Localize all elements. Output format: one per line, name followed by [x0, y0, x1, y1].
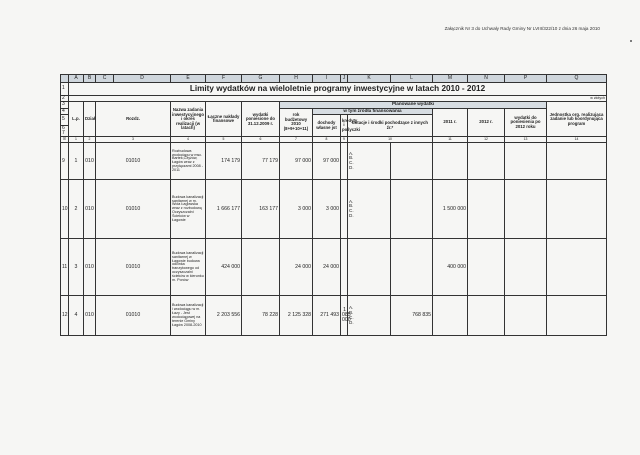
- header-2012: 2012 r.: [468, 108, 505, 137]
- row-number: 5: [61, 114, 69, 125]
- col-letter-g: G: [242, 75, 280, 83]
- col-num-4: 4: [171, 137, 206, 143]
- col-num-10: 10: [348, 137, 433, 143]
- cell-kredyty: [341, 239, 348, 296]
- cell-dzial: 010: [84, 143, 96, 180]
- col-num-14: 14: [547, 137, 607, 143]
- row-number-7: 7: [62, 130, 65, 136]
- table-title: Limity wydatków na wieloletnie programy inwestycyjne w latach 2010 - 2012: [69, 83, 607, 96]
- cell-dochody: 97 000: [313, 143, 341, 180]
- col-letter-n: N: [468, 75, 505, 83]
- cell-task-name: Budowa kanalizacji sanitarnej w m. Wola Łagowska wraz z rozbudową Oczyszczalni Ścieków w Łagowie: [171, 180, 206, 239]
- label-d: D.: [349, 213, 354, 219]
- label-b: B.: [349, 309, 354, 315]
- label-b: B.: [349, 203, 354, 209]
- table-row: [61, 296, 607, 336]
- header-nazwa: Nazwa zadania inwestycyjnego i okres realizacji (w latach): [171, 102, 206, 137]
- label-a: A.: [349, 198, 354, 204]
- cell-lp: 2: [69, 180, 84, 239]
- row-number: 8: [61, 137, 69, 143]
- unit-note: w złotych: [69, 96, 607, 102]
- col-letter-c: C: [96, 75, 114, 83]
- cell-task-name: Budowa kanalizacji sanitarnej w Łagowie budowa odcinka tranzytowego od oczyszczalni ścieków w kierunku m. Ponów: [171, 239, 206, 296]
- col-letter-m: M: [433, 75, 468, 83]
- header-dotacje: dotacje i środki pochodzące z innych źr.*: [348, 114, 433, 137]
- header-kredyty: kredyty i pożyczki: [341, 114, 348, 137]
- cell-2012: [468, 180, 505, 239]
- cell-rok-2010: 2 125 328: [280, 296, 313, 336]
- cell-lp: 4: [69, 296, 84, 336]
- cell-dzial: 010: [84, 239, 96, 296]
- col-num-13: 13: [505, 137, 547, 143]
- col-letter-i: I: [313, 75, 341, 83]
- cell-kredyty: [341, 143, 348, 180]
- cell-abcd: [348, 143, 391, 180]
- cell-laczne: 2 203 556: [206, 296, 242, 336]
- cell-task-name: Rozbudowa wodociągu w msc. Bartek,Czyżów, Łagów wraz z przyłączami 2008 - 2011: [171, 143, 206, 180]
- header-wydatki-poniesione: wydatki poniesione do 31.12.2009 r.: [242, 102, 280, 137]
- cell-2012: [468, 239, 505, 296]
- attachment-note: Załącznik Nr 3 do Uchwały Rady Gminy Nr LVIII/322/10 z dnia 26 maja 2010: [444, 26, 600, 31]
- col-letter-p: P: [505, 75, 547, 83]
- cell-dzial: 010: [84, 180, 96, 239]
- row-number: 1: [61, 83, 69, 96]
- col-num-7: 7: [280, 137, 313, 143]
- cell-2011: 400 000: [433, 239, 468, 296]
- title-row: [61, 83, 607, 96]
- cell-laczne: 1 666 177: [206, 180, 242, 239]
- col-letter-d: D: [114, 75, 171, 83]
- scan-mark: [630, 40, 632, 42]
- row-number: 2: [61, 96, 69, 102]
- cell-jednostka: [547, 296, 607, 336]
- cell-laczne: 424 000: [206, 239, 242, 296]
- cell-lp: 3: [69, 239, 84, 296]
- col-letter-j: J: [341, 75, 348, 83]
- cell-rok-2010: 24 000: [280, 239, 313, 296]
- column-letter-row: [61, 75, 607, 83]
- cell-jednostka: [547, 180, 607, 239]
- cell-dochody: 3 000: [313, 180, 341, 239]
- cell-jednostka: [547, 239, 607, 296]
- cell-2012: [468, 143, 505, 180]
- row-number: 4: [61, 108, 69, 114]
- cell-task-name: Budowa kanalizacji i wodociągu w m. Łazy - Jest wodociągowej na terenie Gminy Łagów 2008-2010: [171, 296, 206, 336]
- label-b: B.: [349, 155, 354, 161]
- label-d: D.: [349, 165, 354, 171]
- col-num-1: 1: [69, 137, 84, 143]
- header-w-tym-zrodla: w tym źródła finansowania: [313, 108, 433, 114]
- header-dochody: dochody własne jst: [313, 114, 341, 137]
- label-c: C.: [349, 314, 354, 320]
- cell-poniesione: 77 179: [242, 143, 280, 180]
- col-letter-b: B: [84, 75, 96, 83]
- cell-poniesione: 78 228: [242, 296, 280, 336]
- row-number: [61, 125, 69, 137]
- col-num-6: 6: [242, 137, 280, 143]
- cell-jednostka: [547, 143, 607, 180]
- header-dzial: Dział: [84, 102, 96, 137]
- label-c: C.: [349, 208, 354, 214]
- col-num-2: 2: [84, 137, 96, 143]
- table-row: [61, 143, 607, 180]
- col-letter-h: H: [280, 75, 313, 83]
- cell-after-2012: [505, 143, 547, 180]
- row-number: 10: [61, 180, 69, 239]
- col-num-12: 12: [468, 137, 505, 143]
- header-rok-budzetowy: rok budżetowy 2010 (8+9+10+11): [280, 108, 313, 137]
- cell-dochody: 24 000: [313, 239, 341, 296]
- header-rozdz: Rozdz.: [96, 102, 171, 137]
- row-number: 12: [61, 296, 69, 336]
- cell-rozdz: 01010: [96, 239, 171, 296]
- header-wydatki-do-poniesienia: wydatki do poniesienia po 2012 roku: [505, 108, 547, 137]
- cell-2012: [468, 296, 505, 336]
- cell-rozdz: 01010: [96, 143, 171, 180]
- col-num-11: 11: [433, 137, 468, 143]
- row-number: 3: [61, 102, 69, 108]
- cell-poniesione: 163 177: [242, 180, 280, 239]
- cell-rok-2010: 97 000: [280, 143, 313, 180]
- cell-kredyty: [341, 180, 348, 239]
- label-c: C.: [349, 160, 354, 166]
- cell-kredyty: 1 085 000: [341, 296, 348, 336]
- col-letter-l: L: [391, 75, 433, 83]
- table-row: [61, 239, 607, 296]
- cell-abcd: [348, 296, 391, 336]
- row-number-6: 6: [62, 124, 65, 131]
- cell-after-2012: [505, 180, 547, 239]
- col-letter-k: K: [348, 75, 391, 83]
- col-num-3: 3: [96, 137, 171, 143]
- label-a: A.: [349, 150, 354, 156]
- cell-2011: [433, 296, 468, 336]
- cell-abcd: [348, 239, 391, 296]
- table-row: [61, 180, 607, 239]
- col-num-5: 5: [206, 137, 242, 143]
- cell-after-2012: [505, 239, 547, 296]
- label-a: A.: [349, 305, 354, 311]
- header-2011: 2011 r.: [433, 108, 468, 137]
- cell-dochody: 271 493: [313, 296, 341, 336]
- row-number: 11: [61, 239, 69, 296]
- header-lp: L.p.: [69, 102, 84, 137]
- cell-dzial: 010: [84, 296, 96, 336]
- cell-poniesione: [242, 239, 280, 296]
- cell-rok-2010: 3 000: [280, 180, 313, 239]
- cell-lp: 1: [69, 143, 84, 180]
- col-letter-f: F: [206, 75, 242, 83]
- col-letter-a: A: [69, 75, 84, 83]
- cell-2011: [433, 143, 468, 180]
- cell-rozdz: 01010: [96, 180, 171, 239]
- investment-limits-table: [60, 74, 607, 336]
- label-d: D.: [349, 319, 354, 325]
- col-letter-e: E: [171, 75, 206, 83]
- cell-srodki: [391, 143, 433, 180]
- col-num-9: 9: [341, 137, 348, 143]
- cell-after-2012: [505, 296, 547, 336]
- header-planowane: Planowane wydatki: [280, 102, 547, 108]
- col-num-8: 8: [313, 137, 341, 143]
- cell-srodki: [391, 180, 433, 239]
- cell-2011: 1 500 000: [433, 180, 468, 239]
- col-letter-q: Q: [547, 75, 607, 83]
- header-laczne: Łączne nakłady finansowe: [206, 102, 242, 137]
- row-number: 9: [61, 143, 69, 180]
- cell-rozdz: 01010: [96, 296, 171, 336]
- header-jednostka: Jednostka org. realizująca zadanie lub koordynująca program: [547, 102, 607, 137]
- cell-abcd: [348, 180, 391, 239]
- cell-laczne: 174 179: [206, 143, 242, 180]
- cell-srodki: [391, 239, 433, 296]
- cell-srodki: 768 835: [391, 296, 433, 336]
